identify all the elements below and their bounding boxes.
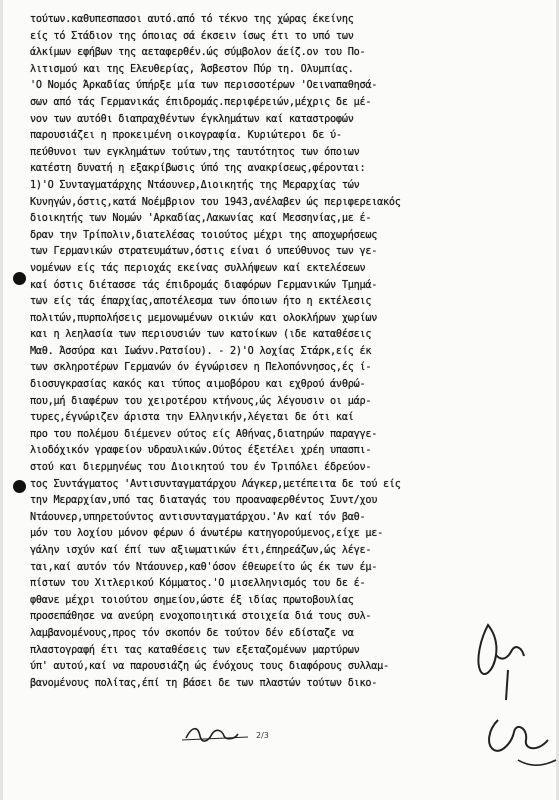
- page-marker: 2/3: [256, 731, 269, 740]
- text-line: ται,καί αυτόν τόν Ντάουνερ,καθ'όσον έθεωρείτο ώς έκ των έμ-: [30, 561, 378, 573]
- text-line: φθανε μέχρι τοιούτου σημείου,ώστε έξ ιδίας πρωτοβουλίας: [30, 594, 354, 606]
- text-line: προ του πολέμου διέμενεν ούτος είς Αθήνας,διατηρών παραγγε-: [30, 428, 378, 440]
- text-line: των Γερμανικών στρατευμάτων,όστις είναι ό υπεύθυνος των γε-: [30, 246, 378, 258]
- text-line: ύπ' αυτού,καί να παρουσιάζη ώς ένόχους τους διαφόρους συλλαμ-: [30, 661, 389, 673]
- text-line: 'Ο Νομός Άρκαδίας ύπήρξε μία των περισσοτέρων 'Οειναπαθησά-: [30, 80, 378, 92]
- text-line: Μαθ. Άσσύρα και Ιωάνν.Ρατσίου). - 2)'Ο λοχίας Στάρκ,είς έκ: [30, 345, 372, 357]
- text-line: τούτων.καθυπεσπασοι αυτό.από τό τέκνο της χώρας έκείνης: [30, 14, 354, 25]
- text-line: διοσυγκρασίας κακός και τύπος αιμοβόρου και εχθρού άνθρώ-: [30, 379, 366, 391]
- text-line: νον των αυτόθι διαπραχθέντων έγκλημάτων καί καταστροφών: [30, 113, 354, 125]
- text-line: είς τό Στάδιον της όποιας σά έκσειν ίσως έτι το υπό των: [30, 30, 354, 42]
- text-line: τυρες,έγνώριζεν άριστα την Ελληνικήν,λέγεται δε ότι καί: [30, 412, 354, 424]
- text-line: των είς τάς έπαρχίας,αποτέλεσμα των όποιων ήτο η εκτέλεσις: [30, 296, 372, 308]
- text-line: τος Συντάγματος 'Αντισυνταγματάρχου Λάγκερ,μετέπειτα δε τού είς: [30, 478, 401, 490]
- text-line: κατέστη δυνατή η εξακρίβωσις ύπό της ανακρίσεως,φέρονται:: [30, 163, 366, 175]
- text-line: λιοδόχικόν γραφείον υδραυλικών.Ούτος έξετέλει χρέη υπασπι-: [30, 445, 372, 457]
- text-line: μόν του λοχίου μόνον φέρων ό άνωτέρω κατηγορούμενος,είχε με-: [30, 528, 384, 540]
- scan-edge-left: [0, 0, 3, 800]
- text-line: διοικητής των Νομών 'Αρκαδίας,Λακωνίας καί Μεσσηνίας,με έ-: [30, 213, 372, 225]
- text-line: την Μεραρχίαν,υπό τας διαταγάς του προαναφερθέντος Συντ/χου: [30, 495, 378, 507]
- punch-hole-bottom: [13, 480, 26, 493]
- margin-signature: [468, 610, 558, 790]
- text-line: λιτισμού και της Ελευθερίας, Άσβεστον Πύρ τη. Ολυμπίας.: [30, 63, 354, 75]
- text-line: Κυνηγών,όστις,κατά Νοέμβριον του 1943,ανέλαβεν ώς περιφερειακός: [30, 196, 401, 208]
- text-line: πλαστογραφή έτι τας καταθέσεις των εξεταζομένων μαρτύρων: [30, 644, 360, 656]
- text-line: των σκληροτέρων Γερμανών όν έγνώρισεν η Πελοπόννησος,ές ί-: [30, 362, 372, 374]
- punch-hole-top: [13, 272, 26, 285]
- text-line: λαμβανομένους,προς τόν σκοπόν δε τούτον δέν εδίσταζε να: [30, 627, 354, 639]
- text-line: καί όστις διέτασσε τάς έπιδρομάς διαφόρων Γερμανικών Τμημά-: [30, 279, 378, 291]
- typewritten-text-block: [30, 12, 492, 692]
- text-line: γάλην ισχύν καί έπί των αξιωματικών έτι,έπηρεάζων,ώς λέγε-: [30, 545, 372, 556]
- text-line: παρουσιάζει η προκειμένη οικογραφία. Κυριώτεροι δε ύ-: [30, 130, 342, 142]
- text-line: πεύθυνοι των εγκλημάτων τούτων,της ταυτότητος των όποιων: [30, 146, 360, 158]
- text-line: άλκίμων εφήβων της αεταφερθέν.ώς σύμβολον άείζ.ον του Πο-: [30, 47, 366, 59]
- text-line: 1)'Ο Συνταγματάρχης Ντάουνερ,Διοικητής της Μεραρχίας τών: [30, 179, 360, 191]
- text-line: και η λεηλασία των περιουσιών των κατοίκων (ιδε καταθέσεις: [30, 329, 372, 341]
- text-line: στού και διερμηνέως του Διοικητού του έν Τριπόλει έδρεύον-: [30, 462, 372, 474]
- text-line: πολιτών,πυρπολήσεις μεμονωμένων οικιών και ολοκλήρων χωρίων: [30, 312, 378, 324]
- text-line: σων από τάς Γερμανικάς έπιδρομάς.περιφέρειών,μέχρις δε μέ-: [30, 96, 372, 108]
- text-line: πίστων του Χιτλερικού Κόμματος.'Ο μισελληνισμός του δε έ-: [30, 578, 366, 590]
- text-line: που,μή διαφέρων του χειροτέρου κτήνους,ώς λέγουσιν οι μάρ-: [30, 395, 372, 407]
- text-line: βανομένους πολίτας,έπί τη βάσει δε των πλαστών τούτων δικο-: [30, 677, 378, 689]
- text-line: νομένων είς τάς περιοχάς εκείνας συλλήψεων καί εκτελέσεων: [30, 262, 366, 274]
- text-line: προσεπάθησε να ανεύρη ενοχοποιητικά στοιχεία διά τους συλ-: [30, 611, 372, 623]
- initials-signature: [178, 718, 298, 748]
- text-line: Ντάουνερ,υπηρετούντος αντισυνταγματάρχου.'Αν καί τόν βαθ-: [30, 511, 366, 523]
- text-line: δραν την Τρίπολιν,διατελέσας τοιούτος μέχρι της αποχωρήσεως: [30, 229, 378, 241]
